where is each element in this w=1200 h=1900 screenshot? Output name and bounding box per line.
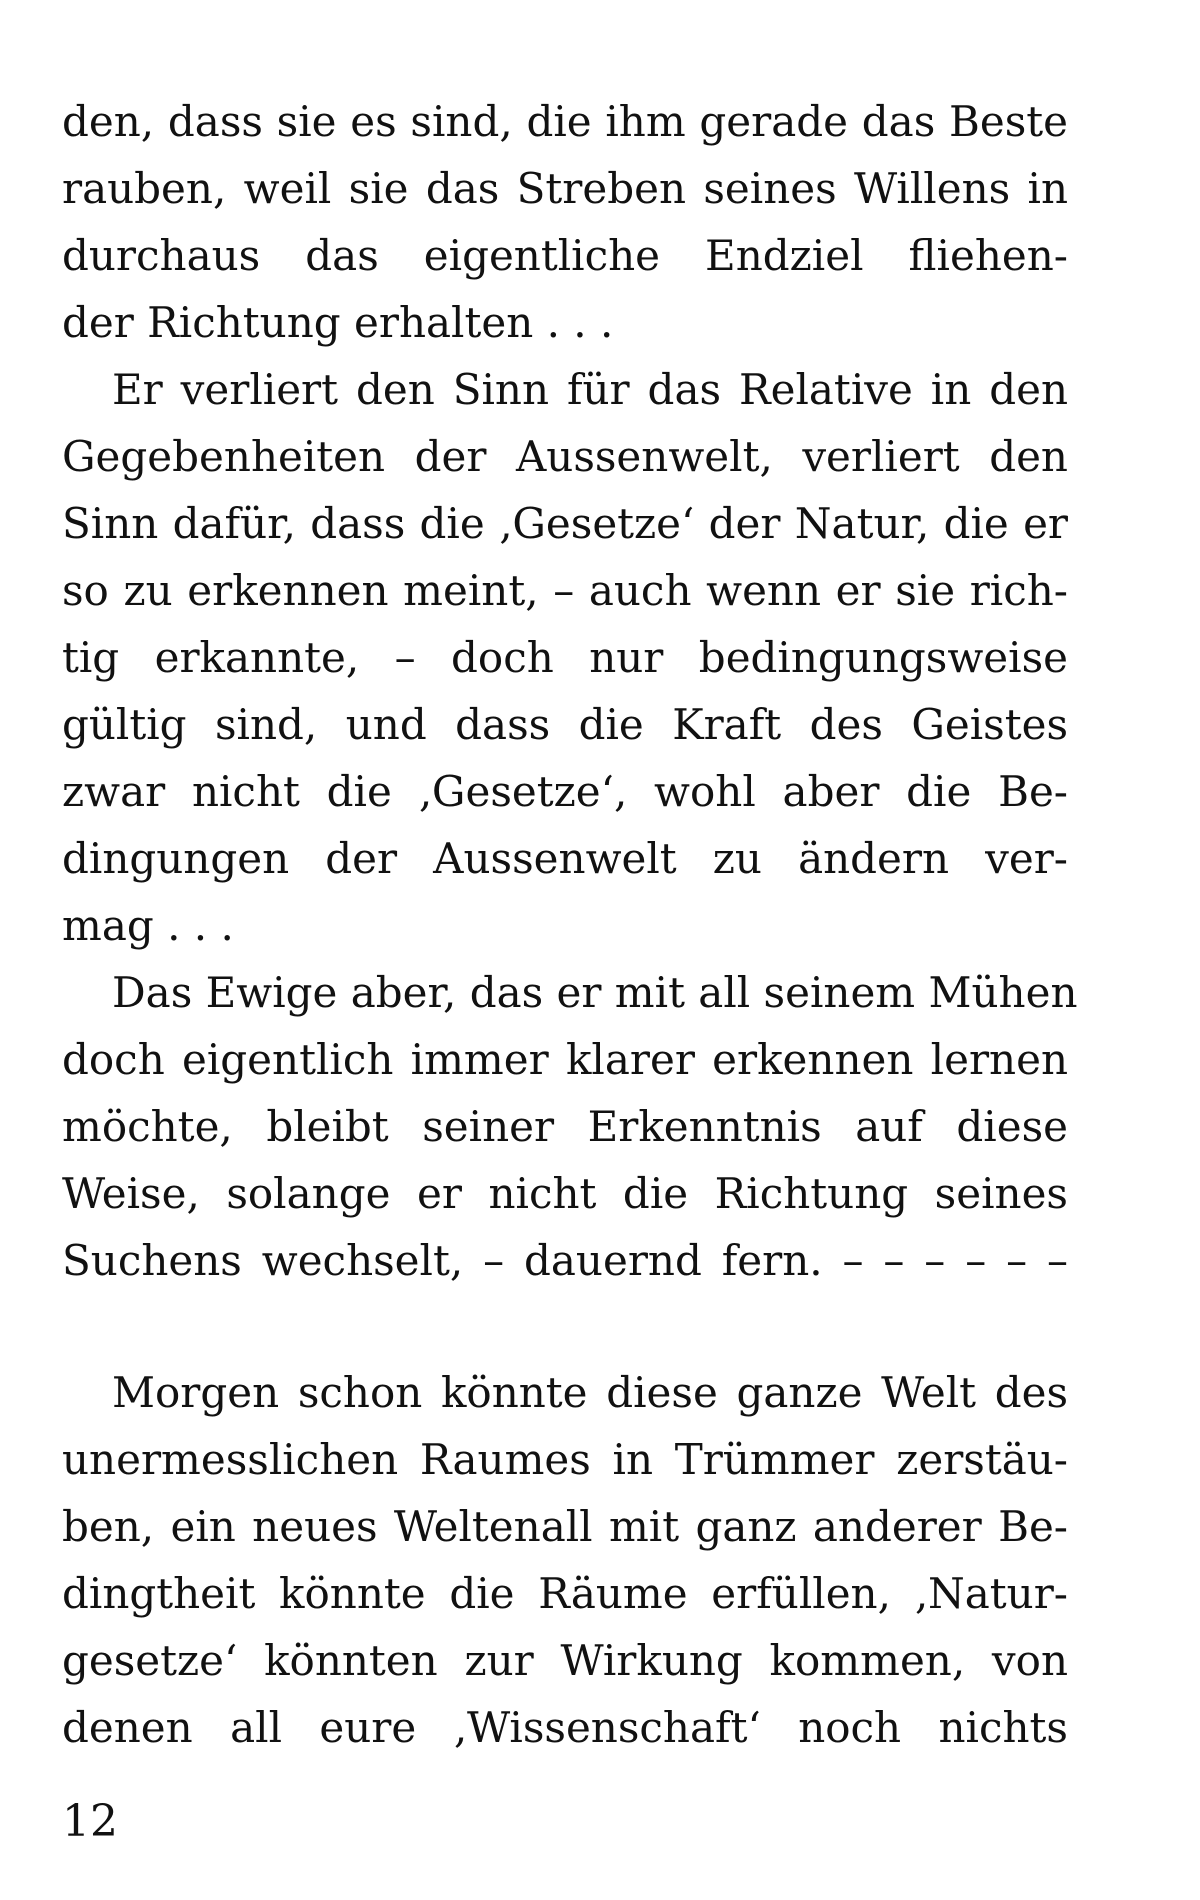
text-line: durchaus das eigentliche Endziel fliehen- (62, 231, 1068, 280)
text-block-bottom (62, 1359, 1068, 1761)
text-line: den, dass sie es sind, die ihm gerade das Beste (62, 97, 1068, 146)
page-number: 12 (62, 1796, 118, 1847)
text-line: gültig sind, und dass die Kraft des Geistes (62, 700, 1068, 749)
text-line: mag . . . (62, 901, 234, 950)
text-line: Er verliert den Sinn für das Relative in den (112, 365, 1068, 414)
text-line: zwar nicht die ‚Gesetze‘, wohl aber die Be- (62, 767, 1068, 816)
text-line: gesetze‘ könnten zur Wirkung kommen, von (62, 1636, 1068, 1685)
text-line: denen all eure ‚Wissenschaft‘ noch nichts (62, 1703, 1068, 1752)
text-line: doch eigentlich immer klarer erkennen lernen (62, 1035, 1068, 1084)
text-line: möchte, bleibt seiner Erkenntnis auf diese (62, 1102, 1068, 1151)
text-line: rauben, weil sie das Streben seines Willens in (62, 164, 1068, 213)
text-line: so zu erkennen meint, – auch wenn er sie rich- (62, 566, 1068, 615)
text-line: der Richtung erhalten . . . (62, 298, 614, 347)
text-line: ben, ein neues Weltenall mit ganz anderer Be- (62, 1502, 1068, 1551)
text-line: tig erkannte, – doch nur bedingungsweise (62, 633, 1068, 682)
text-line: dingungen der Aussenwelt zu ändern ver- (62, 834, 1068, 883)
text-line: dingtheit könnte die Räume erfüllen, ‚Natur- (62, 1569, 1068, 1618)
text-line: Das Ewige aber, das er mit all seinem Mühen (112, 968, 1078, 1017)
text-line: unermesslichen Raumes in Trümmer zerstäu- (62, 1435, 1068, 1484)
text-line: Morgen schon könnte diese ganze Welt des (112, 1368, 1068, 1417)
text-block-top (62, 88, 1078, 1294)
text-line: Gegebenheiten der Aussenwelt, verliert den (62, 432, 1068, 481)
text-line: Sinn dafür, dass die ‚Gesetze‘ der Natur, die er (62, 499, 1068, 548)
text-line: Suchens wechselt, – dauernd fern. – – – – – – (62, 1236, 1068, 1285)
text-line: Weise, solange er nicht die Richtung seines (62, 1169, 1068, 1218)
